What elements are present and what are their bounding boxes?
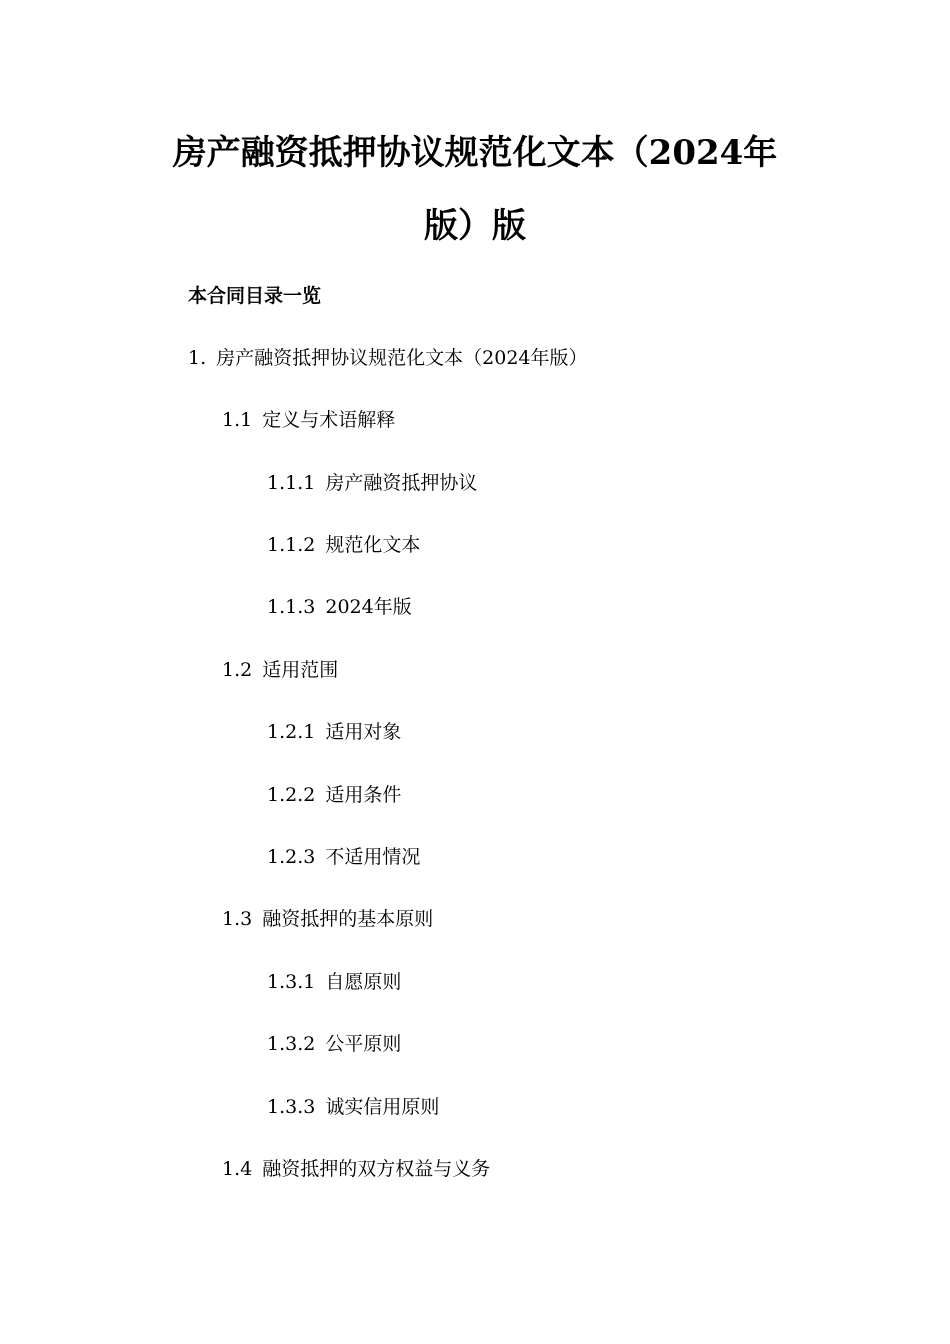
toc-item-number: 1.3.1: [267, 971, 316, 993]
toc-item: [267, 719, 401, 745]
toc-item-number: 1.1.2: [267, 534, 316, 556]
toc-item-number: 1.1: [222, 409, 253, 431]
toc-item-text: 适用条件: [325, 784, 402, 806]
toc-item-number: 1.2.3: [267, 846, 316, 868]
document-title-line-2: 版）版: [424, 206, 526, 246]
toc-item: [222, 657, 338, 683]
toc-item-text: 2024年版: [325, 596, 412, 618]
toc-item-text: 公平原则: [325, 1033, 402, 1055]
toc-item: [267, 470, 477, 496]
toc-item: [267, 1094, 439, 1120]
toc-item: [267, 844, 420, 870]
toc-item-number: 1.2.1: [267, 721, 316, 743]
toc-item-text: 融资抵押的双方权益与义务: [262, 1158, 491, 1180]
toc-item-number: 1.4: [222, 1158, 253, 1180]
toc-item-text: 融资抵押的基本原则: [262, 908, 434, 930]
toc-item-text: 房产融资抵押协议规范化文本（2024年版）: [216, 347, 588, 369]
toc-item: [222, 407, 395, 433]
toc-item: [267, 1031, 401, 1057]
document-title-line-1: 房产融资抵押协议规范化文本（2024年: [172, 133, 778, 173]
toc-item-number: 1.: [188, 347, 207, 369]
toc-item: [267, 532, 420, 558]
toc-item-text: 房产融资抵押协议: [325, 472, 478, 494]
toc-item: [222, 1156, 490, 1182]
toc-heading: 本合同目录一览: [188, 285, 322, 307]
toc-item-text: 规范化文本: [325, 534, 421, 556]
toc-item-text: 适用范围: [262, 659, 339, 681]
toc-item-number: 1.3.3: [267, 1096, 316, 1118]
toc-item: [267, 782, 401, 808]
toc-item-number: 1.1.1: [267, 472, 316, 494]
toc-item: [188, 345, 588, 371]
toc-item-number: 1.2.2: [267, 784, 316, 806]
toc-item-text: 不适用情况: [325, 846, 421, 868]
toc-item-text: 定义与术语解释: [262, 409, 396, 431]
toc-item-text: 自愿原则: [325, 971, 402, 993]
toc-item-number: 1.2: [222, 659, 253, 681]
toc-item-number: 1.3.2: [267, 1033, 316, 1055]
toc-item-number: 1.1.3: [267, 596, 316, 618]
toc-item: [267, 969, 401, 995]
toc-item-text: 诚实信用原则: [325, 1096, 440, 1118]
toc-item-text: 适用对象: [325, 721, 402, 743]
toc-item-number: 1.3: [222, 908, 253, 930]
toc-item: [267, 594, 412, 620]
toc-item: [222, 906, 433, 932]
